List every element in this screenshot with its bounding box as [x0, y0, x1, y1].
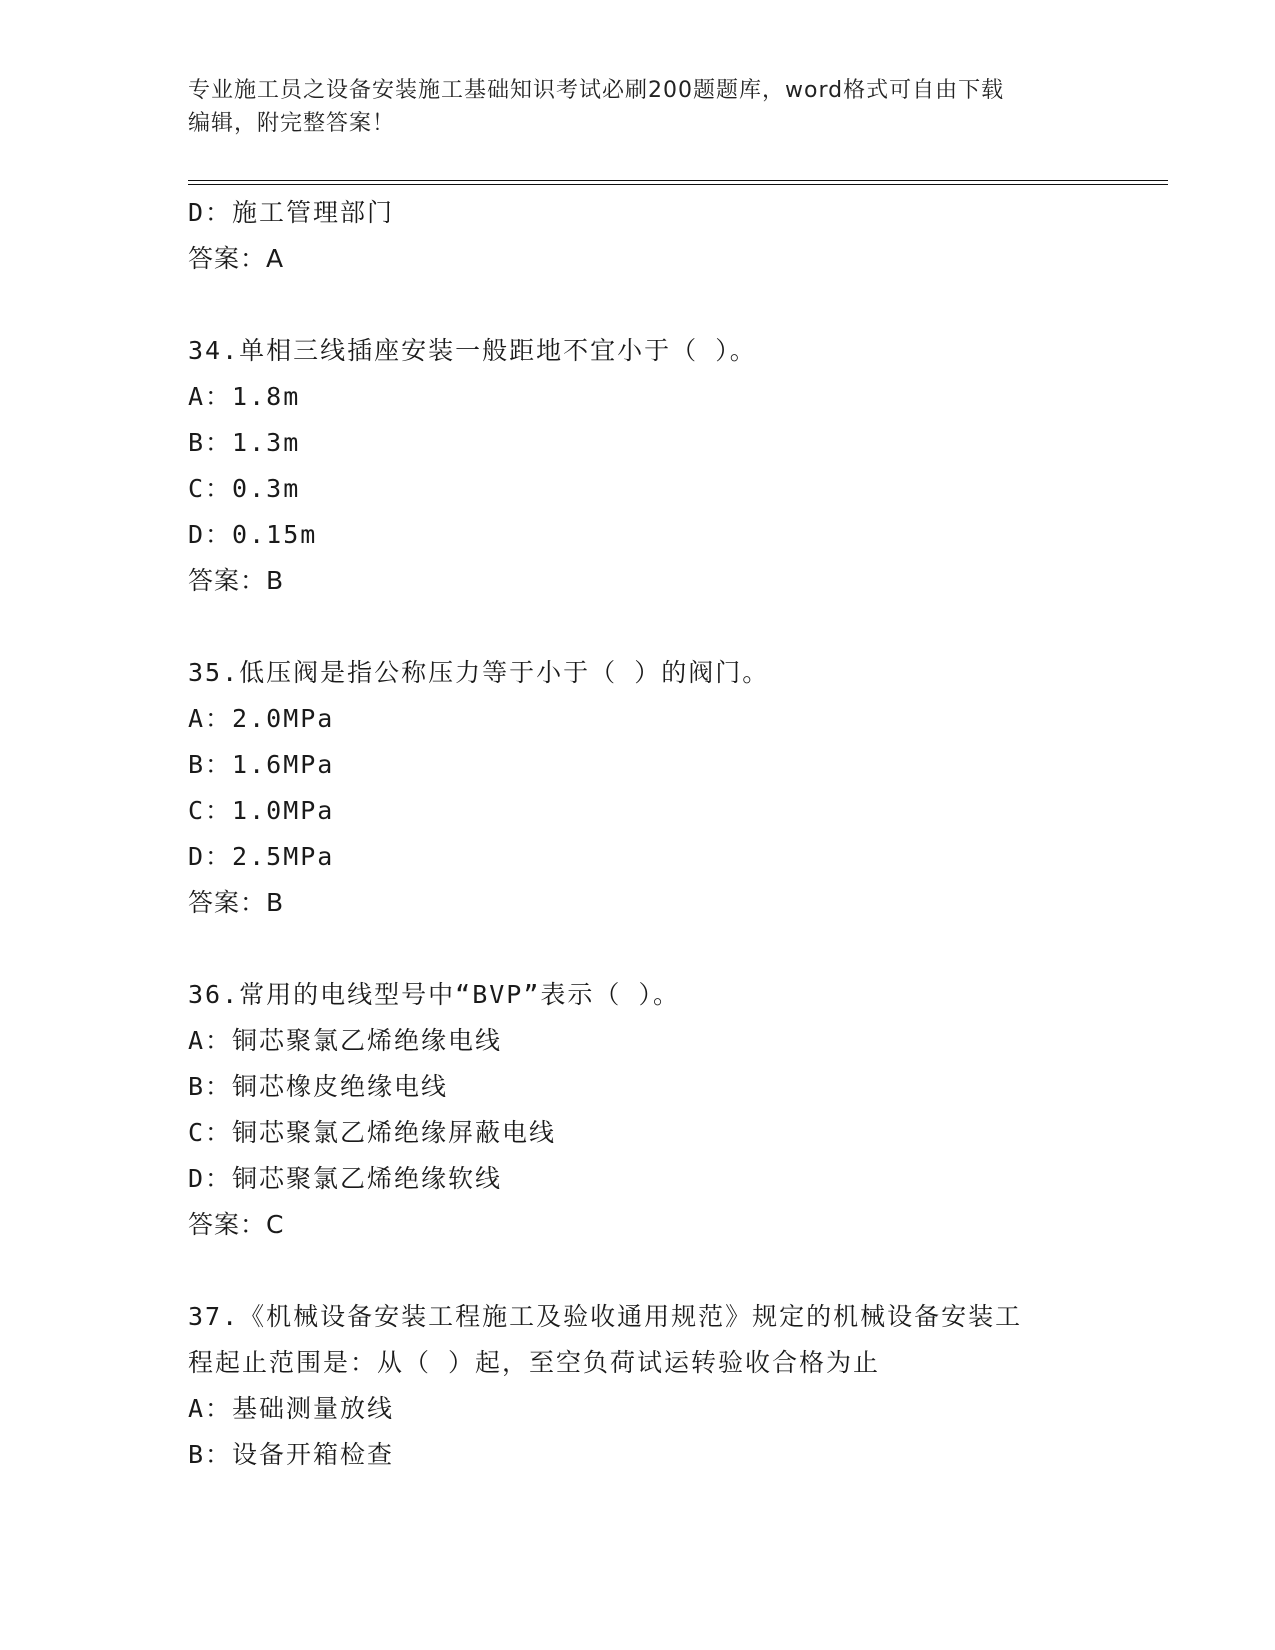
header-divider-bottom — [188, 184, 1168, 185]
document-header — [188, 74, 1088, 140]
answer-label: 答案：B — [188, 566, 285, 595]
option-a: A：2.0MPa — [188, 704, 335, 733]
spacer — [188, 282, 1148, 328]
option-b: B：1.6MPa — [188, 750, 335, 779]
question-text-line-2: 程起止范围是：从（ ）起，至空负荷试运转验收合格为止 — [188, 1348, 881, 1377]
option-c: C：1.0MPa — [188, 796, 335, 825]
header-line-2: 编辑，附完整答案！ — [188, 111, 396, 136]
question-block-33 — [188, 190, 1148, 282]
option-c: C：0.3m — [188, 474, 301, 503]
option-a: A：铜芯聚氯乙烯绝缘电线 — [188, 1026, 503, 1055]
option-b: B：1.3m — [188, 428, 301, 457]
question-block-37 — [188, 1294, 1148, 1478]
answer-label: 答案：C — [188, 1210, 285, 1239]
option-b: B：设备开箱检查 — [188, 1440, 395, 1469]
spacer — [188, 604, 1148, 650]
question-text: 34.单相三线插座安装一般距地不宜小于（ ）。 — [188, 336, 757, 365]
question-content — [188, 190, 1148, 1478]
option-c: C：铜芯聚氯乙烯绝缘屏蔽电线 — [188, 1118, 557, 1147]
question-block-35 — [188, 650, 1148, 926]
option-d: D：2.5MPa — [188, 842, 335, 871]
answer-label: 答案：B — [188, 888, 285, 917]
spacer — [188, 926, 1148, 972]
question-text-line-1: 37.《机械设备安装工程施工及验收通用规范》规定的机械设备安装工 — [188, 1302, 1023, 1331]
spacer — [188, 1248, 1148, 1294]
question-block-34 — [188, 328, 1148, 604]
option-d: D：铜芯聚氯乙烯绝缘软线 — [188, 1164, 503, 1193]
option-d: D：0.15m — [188, 520, 318, 549]
header-line-1: 专业施工员之设备安装施工基础知识考试必刷200题题库，word格式可自由下载 — [188, 78, 1005, 103]
question-block-36 — [188, 972, 1148, 1248]
option-a: A：基础测量放线 — [188, 1394, 395, 1423]
answer-label: 答案：A — [188, 244, 285, 273]
option-d: D：施工管理部门 — [188, 198, 395, 227]
question-text: 36.常用的电线型号中“BVP”表示（ ）。 — [188, 980, 680, 1009]
question-text: 35.低压阀是指公称压力等于小于（ ）的阀门。 — [188, 658, 770, 687]
header-divider-top — [188, 180, 1168, 181]
option-a: A：1.8m — [188, 382, 301, 411]
option-b: B：铜芯橡皮绝缘电线 — [188, 1072, 449, 1101]
